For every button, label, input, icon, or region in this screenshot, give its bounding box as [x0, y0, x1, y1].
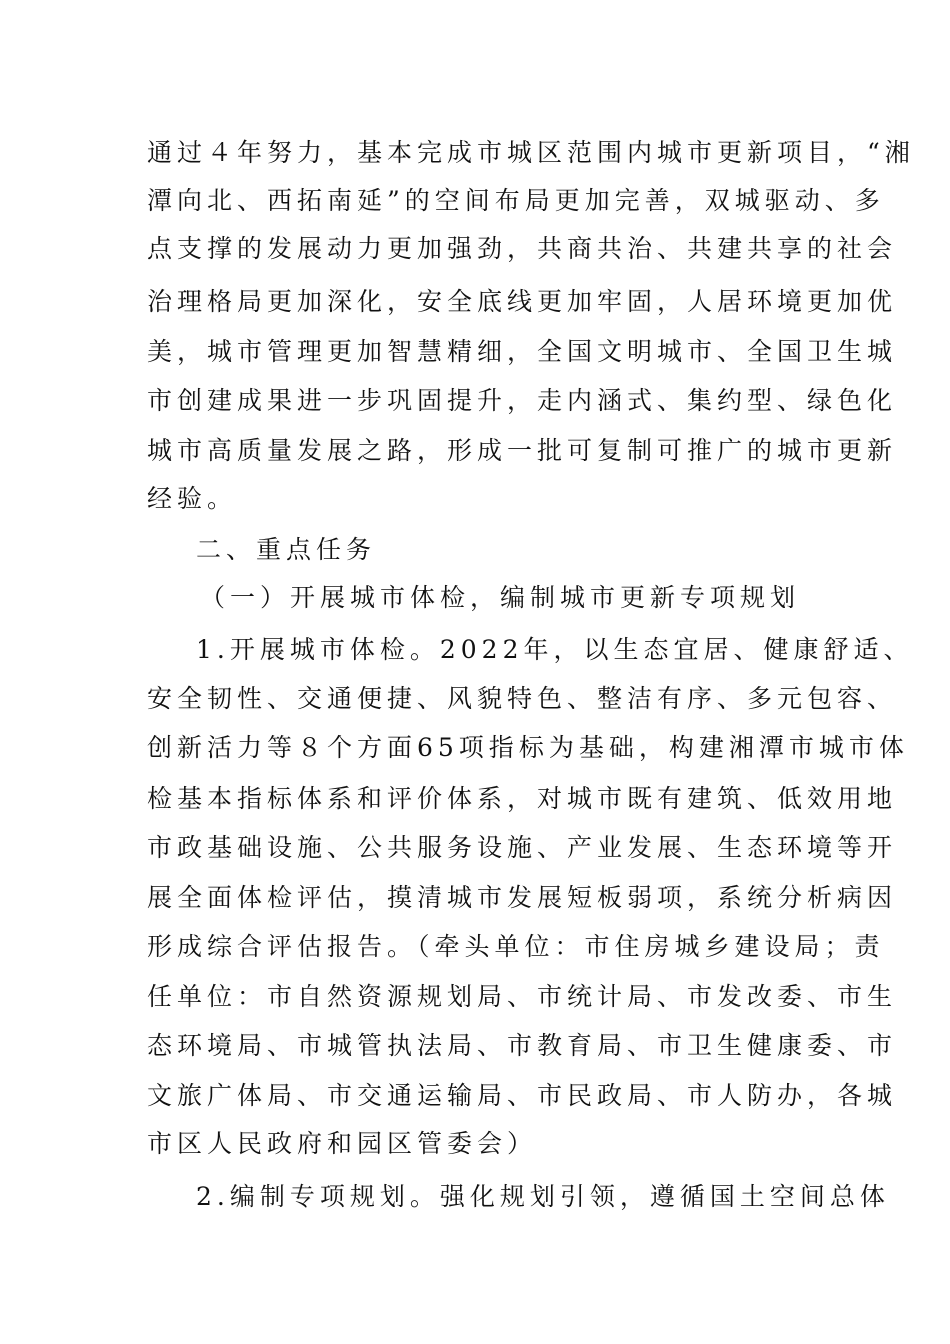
paragraph-line: 形成综合评估报告。（牵头单位：市住房城乡建设局；责: [147, 932, 885, 961]
paragraph-line: 市政基础设施、公共服务设施、产业发展、生态环境等开: [147, 833, 898, 862]
paragraph-line: 美，城市管理更加智慧精细，全国文明城市、全国卫生城: [147, 337, 898, 366]
paragraph-line: 创新活力等８个方面65项指标为基础，构建湘潭市城市体: [147, 733, 909, 762]
paragraph-line: 文旅广体局、市交通运输局、市民政局、市人防办，各城: [147, 1081, 898, 1110]
paragraph-line: 态环境局、市城管执法局、市教育局、市卫生健康委、市: [147, 1031, 898, 1060]
paragraph-line: 点支撑的发展动力更加强劲，共商共治、共建共享的社会: [147, 234, 898, 263]
paragraph-line: 1.开展城市体检。2022年，以生态宜居、健康舒适、: [196, 635, 914, 664]
paragraph-line: 2.编制专项规划。强化规划引领，遵循国土空间总体: [196, 1182, 890, 1211]
paragraph-line: 检基本指标体系和评价体系，对城市既有建筑、低效用地: [147, 784, 898, 813]
paragraph-line: 治理格局更加深化，安全底线更加牢固，人居环境更加优: [147, 287, 898, 316]
paragraph-line: 经验。: [147, 484, 238, 513]
paragraph-line: 任单位：市自然资源规划局、市统计局、市发改委、市生: [147, 982, 898, 1011]
paragraph-line: 潭向北、西拓南延”的空间布局更加完善，双城驱动、多: [147, 186, 885, 215]
paragraph-line: 展全面体检评估，摸清城市发展短板弱项，系统分析病因: [147, 883, 898, 912]
paragraph-line: 市创建成果进一步巩固提升，走内涵式、集约型、绿色化: [147, 386, 898, 415]
paragraph-line: 城市高质量发展之路，形成一批可复制可推广的城市更新: [147, 436, 898, 465]
subsection-heading: （一）开展城市体检，编制城市更新专项规划: [200, 583, 801, 612]
paragraph-line: 安全韧性、交通便捷、风貌特色、整洁有序、多元包容、: [147, 684, 898, 713]
paragraph-line: 通过４年努力，基本完成市城区范围内城市更新项目，“湘: [147, 138, 915, 167]
paragraph-line: 市区人民政府和园区管委会）: [147, 1129, 538, 1158]
section-heading: 二、重点任务: [196, 535, 377, 564]
